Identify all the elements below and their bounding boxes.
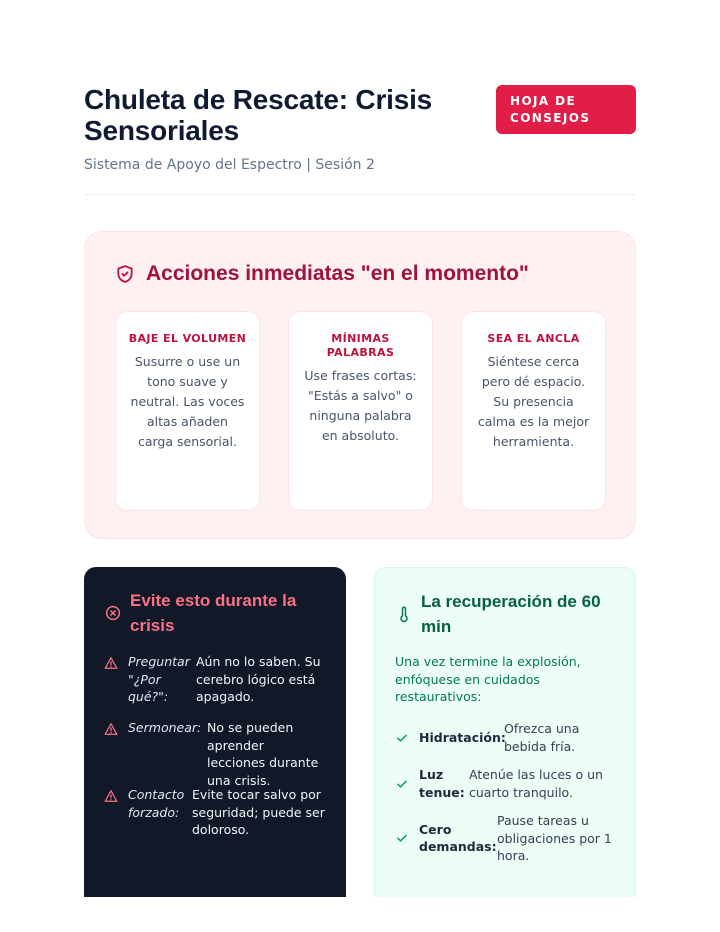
recovery-title: La recuperación de 60 min: [421, 592, 601, 636]
immediate-actions-header: [115, 262, 529, 286]
check-icon: [395, 831, 409, 845]
recovery-intro: Una vez termine la explosión, enfóquese en cuidados restaurativos:: [395, 654, 581, 704]
recovery-item: [395, 766, 625, 801]
action-card-title: SEA EL ANCLA: [487, 332, 580, 345]
avoid-item-term: Preguntar "¿Por qué?":: [128, 654, 190, 704]
recovery-item-desc: Ofrezca una bebida fría.: [504, 721, 580, 754]
avoid-item-term: Contacto forzado:: [128, 787, 185, 820]
action-cards: [115, 311, 606, 511]
warning-icon: [104, 656, 118, 670]
immediate-actions-title: Acciones inmediatas "en el momento": [146, 262, 529, 285]
action-card: [115, 311, 260, 511]
check-icon: [395, 731, 409, 745]
recovery-item-term: Luz tenue:: [419, 767, 465, 800]
page-subtitle: Sistema de Apoyo del Espectro | Sesión 2: [84, 157, 375, 173]
avoid-title: Evite esto durante la crisis: [130, 591, 297, 635]
recovery-header: [395, 589, 625, 639]
recovery-item: [395, 812, 625, 865]
tip-sheet-badge: HOJA DE CONSEJOS: [496, 85, 636, 134]
x-circle-icon: [104, 604, 122, 622]
avoid-header: [104, 588, 334, 638]
action-card-title: BAJE EL VOLUMEN: [128, 332, 247, 345]
avoid-item: [104, 719, 334, 789]
avoid-item-desc: Evite tocar salvo por seguridad; puede ser doloroso.: [192, 787, 325, 837]
avoid-item: [104, 653, 334, 706]
action-card-text: Use frases cortas: "Estás a salvo" o ninguna palabra en absoluto.: [304, 368, 417, 443]
header-divider: [84, 194, 636, 195]
check-icon: [395, 777, 409, 791]
header: [84, 84, 636, 173]
avoid-item-desc: Aún no lo saben. Su cerebro lógico está apagado.: [196, 654, 321, 704]
avoid-item-term: Sermonear:: [128, 720, 202, 735]
immediate-actions-panel: [84, 231, 636, 539]
recovery-item-term: Cero demandas:: [419, 821, 497, 855]
recovery-panel: [374, 567, 636, 897]
recovery-item: [395, 720, 625, 755]
recovery-item-desc: Pause tareas u obligaciones por 1 hora.: [497, 813, 612, 863]
action-card-title: MÍNIMAS PALABRAS: [326, 332, 395, 359]
page-title: Chuleta de Rescate: Crisis Sensoriales: [84, 84, 433, 146]
action-card: [461, 311, 606, 511]
thermometer-icon: [395, 605, 413, 623]
shield-icon: [115, 264, 135, 284]
avoid-panel: [84, 567, 346, 897]
warning-icon: [104, 789, 118, 803]
avoid-item: [104, 786, 334, 839]
action-card-text: Siéntese cerca pero dé espacio. Su presencia calma es la mejor herramienta.: [477, 354, 590, 449]
warning-icon: [104, 722, 118, 736]
action-card: [288, 311, 433, 511]
recovery-item-term: Hidratación:: [419, 729, 506, 745]
recovery-item-desc: Atenúe las luces o un cuarto tranquilo.: [469, 767, 603, 800]
avoid-item-desc: No se pueden aprender lecciones durante una crisis.: [207, 720, 319, 788]
action-card-text: Susurre o use un tono suave y neutral. Las voces altas añaden carga sensorial.: [130, 354, 245, 449]
